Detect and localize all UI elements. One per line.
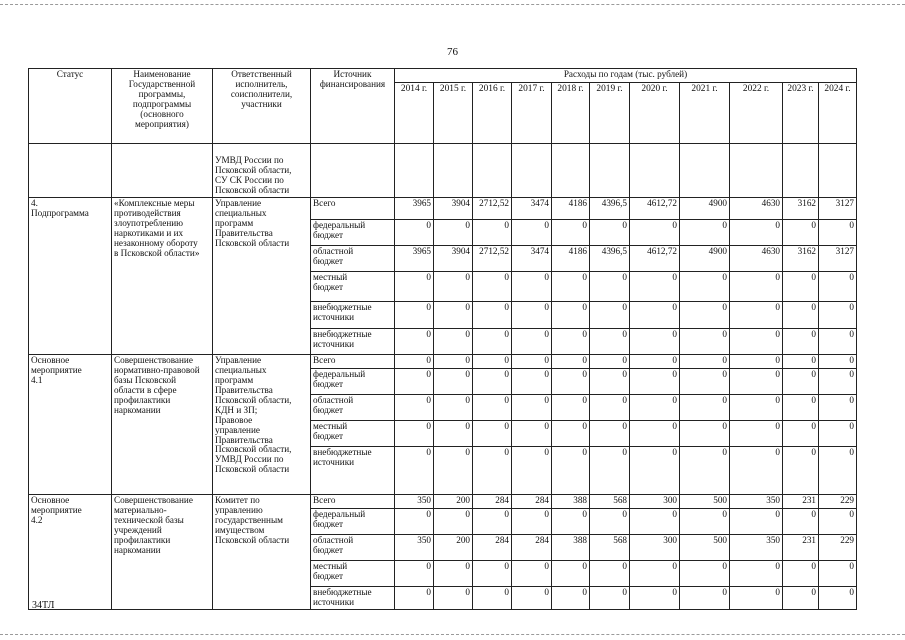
value-cell: 0 — [552, 421, 590, 447]
value-cell: 0 — [434, 509, 473, 535]
value-cell — [680, 144, 730, 198]
value-cell: 0 — [395, 272, 434, 302]
table-header — [29, 69, 857, 144]
value-cell: 0 — [783, 509, 819, 535]
value-cell: 0 — [680, 369, 730, 395]
header-year: 2020 г. — [630, 83, 680, 144]
value-cell: 3965 — [395, 246, 434, 272]
value-cell: 0 — [552, 509, 590, 535]
value-cell: 0 — [434, 355, 473, 369]
value-cell: 2712,52 — [473, 198, 512, 220]
value-cell: 0 — [680, 509, 730, 535]
value-cell: 231 — [783, 535, 819, 561]
value-cell: 0 — [819, 509, 857, 535]
value-cell: 0 — [590, 355, 630, 369]
value-cell: 0 — [395, 395, 434, 421]
value-cell: 0 — [630, 355, 680, 369]
value-cell: 0 — [395, 561, 434, 587]
value-cell: 0 — [680, 587, 730, 610]
value-cell: 3965 — [395, 198, 434, 220]
value-cell: 0 — [512, 587, 552, 610]
value-cell: 4900 — [680, 246, 730, 272]
value-cell: 0 — [630, 302, 680, 329]
value-cell: 0 — [680, 447, 730, 495]
table-row — [29, 495, 857, 509]
value-cell: 3474 — [512, 198, 552, 220]
value-cell — [630, 144, 680, 198]
value-cell: 0 — [512, 395, 552, 421]
value-cell: 0 — [630, 272, 680, 302]
value-cell: 0 — [473, 421, 512, 447]
value-cell: 0 — [512, 561, 552, 587]
scan-edge-top — [0, 4, 905, 5]
value-cell: 568 — [590, 495, 630, 509]
responsible-cell: УМВД России по Псковской области, СУ СК России по Псковской области — [213, 144, 311, 198]
value-cell: 4612,72 — [630, 246, 680, 272]
value-cell: 0 — [590, 369, 630, 395]
value-cell: 500 — [680, 535, 730, 561]
table-body — [29, 144, 857, 610]
status-cell: Основное мероприятие 4.1 — [29, 355, 112, 495]
value-cell: 350 — [730, 495, 783, 509]
value-cell: 0 — [783, 421, 819, 447]
value-cell: 284 — [473, 535, 512, 561]
value-cell — [783, 144, 819, 198]
value-cell: 0 — [783, 447, 819, 495]
value-cell: 0 — [473, 369, 512, 395]
value-cell: 0 — [395, 369, 434, 395]
value-cell: 0 — [512, 447, 552, 495]
value-cell: 2712,52 — [473, 246, 512, 272]
funding-source-cell: Всего — [311, 355, 395, 369]
value-cell: 0 — [473, 220, 512, 246]
value-cell: 229 — [819, 535, 857, 561]
value-cell: 0 — [680, 272, 730, 302]
value-cell: 0 — [730, 421, 783, 447]
funding-source-cell: областной бюджет — [311, 246, 395, 272]
value-cell: 0 — [473, 447, 512, 495]
value-cell: 4900 — [680, 198, 730, 220]
value-cell: 0 — [819, 220, 857, 246]
value-cell: 4612,72 — [630, 198, 680, 220]
value-cell: 0 — [590, 329, 630, 355]
value-cell: 0 — [783, 302, 819, 329]
value-cell — [552, 144, 590, 198]
value-cell: 388 — [552, 495, 590, 509]
value-cell: 0 — [590, 561, 630, 587]
value-cell: 0 — [434, 447, 473, 495]
value-cell: 0 — [590, 395, 630, 421]
value-cell: 0 — [630, 395, 680, 421]
funding-source-cell: внебюджетные источники — [311, 302, 395, 329]
value-cell: 0 — [730, 561, 783, 587]
program-name-cell — [112, 144, 213, 198]
value-cell: 0 — [783, 395, 819, 421]
value-cell: 0 — [395, 587, 434, 610]
value-cell: 0 — [630, 369, 680, 395]
value-cell: 0 — [395, 329, 434, 355]
value-cell: 284 — [512, 495, 552, 509]
header-year: 2019 г. — [590, 83, 630, 144]
value-cell: 3127 — [819, 198, 857, 220]
value-cell: 0 — [552, 369, 590, 395]
value-cell: 4186 — [552, 246, 590, 272]
value-cell: 0 — [473, 329, 512, 355]
value-cell: 0 — [680, 395, 730, 421]
value-cell: 0 — [434, 395, 473, 421]
value-cell: 0 — [819, 421, 857, 447]
funding-source-cell: внебюджетные источники — [311, 329, 395, 355]
value-cell: 0 — [630, 421, 680, 447]
value-cell: 0 — [630, 561, 680, 587]
value-cell: 3162 — [783, 198, 819, 220]
program-name-cell: Совершенствование нормативно-правовой базы Псковской области в сфере профилактики наркомании — [112, 355, 213, 495]
funding-source-cell: областной бюджет — [311, 395, 395, 421]
value-cell: 0 — [680, 355, 730, 369]
value-cell: 4396,5 — [590, 198, 630, 220]
value-cell: 300 — [630, 535, 680, 561]
value-cell: 0 — [473, 509, 512, 535]
value-cell: 0 — [680, 329, 730, 355]
header-year: 2016 г. — [473, 83, 512, 144]
value-cell: 3127 — [819, 246, 857, 272]
value-cell: 0 — [630, 447, 680, 495]
value-cell: 0 — [730, 509, 783, 535]
funding-source-cell: Всего — [311, 495, 395, 509]
funding-source-cell: местный бюджет — [311, 561, 395, 587]
value-cell: 0 — [630, 329, 680, 355]
value-cell: 0 — [395, 355, 434, 369]
value-cell: 0 — [434, 369, 473, 395]
header-year: 2015 г. — [434, 83, 473, 144]
value-cell: 0 — [783, 272, 819, 302]
value-cell: 0 — [512, 509, 552, 535]
value-cell: 0 — [395, 447, 434, 495]
value-cell: 0 — [552, 587, 590, 610]
value-cell: 0 — [434, 329, 473, 355]
header-year: 2018 г. — [552, 83, 590, 144]
value-cell: 0 — [395, 220, 434, 246]
value-cell: 0 — [552, 329, 590, 355]
value-cell: 0 — [473, 355, 512, 369]
value-cell: 0 — [512, 302, 552, 329]
status-cell: 4. Подпрограмма — [29, 198, 112, 355]
value-cell: 0 — [552, 302, 590, 329]
value-cell: 0 — [512, 421, 552, 447]
value-cell: 0 — [730, 272, 783, 302]
value-cell: 0 — [819, 561, 857, 587]
value-cell: 0 — [590, 509, 630, 535]
value-cell: 0 — [395, 509, 434, 535]
value-cell: 0 — [680, 220, 730, 246]
program-name-cell: «Комплексные меры противодействия злоупотреблению наркотиками и их незаконному обороту в Псковской области» — [112, 198, 213, 355]
value-cell — [730, 144, 783, 198]
funding-source-cell: Всего — [311, 198, 395, 220]
value-cell: 0 — [730, 355, 783, 369]
value-cell: 0 — [730, 395, 783, 421]
value-cell: 0 — [783, 369, 819, 395]
value-cell: 0 — [512, 329, 552, 355]
value-cell: 4396,5 — [590, 246, 630, 272]
document-code: 34ТЛ — [32, 600, 55, 611]
header-status: Статус — [29, 69, 112, 144]
header-year: 2022 г. — [730, 83, 783, 144]
funding-source-cell: внебюджетные источники — [311, 447, 395, 495]
value-cell: 0 — [590, 272, 630, 302]
value-cell: 0 — [552, 220, 590, 246]
value-cell: 0 — [730, 369, 783, 395]
value-cell: 4186 — [552, 198, 590, 220]
value-cell: 0 — [552, 561, 590, 587]
value-cell: 0 — [680, 302, 730, 329]
status-cell — [29, 144, 112, 198]
value-cell: 231 — [783, 495, 819, 509]
value-cell: 0 — [434, 220, 473, 246]
value-cell: 0 — [552, 395, 590, 421]
header-expenses-by-year: Расходы по годам (тыс. рублей) — [395, 69, 857, 83]
value-cell: 0 — [590, 447, 630, 495]
header-year: 2021 г. — [680, 83, 730, 144]
value-cell: 0 — [730, 587, 783, 610]
value-cell: 3474 — [512, 246, 552, 272]
value-cell: 0 — [434, 561, 473, 587]
value-cell: 0 — [590, 302, 630, 329]
value-cell: 3162 — [783, 246, 819, 272]
value-cell — [819, 144, 857, 198]
funding-source-cell: федеральный бюджет — [311, 369, 395, 395]
value-cell: 3904 — [434, 198, 473, 220]
value-cell: 388 — [552, 535, 590, 561]
header-year: 2024 г. — [819, 83, 857, 144]
funding-source-cell: федеральный бюджет — [311, 509, 395, 535]
value-cell: 350 — [395, 535, 434, 561]
value-cell: 350 — [395, 495, 434, 509]
value-cell: 0 — [512, 369, 552, 395]
value-cell: 0 — [783, 561, 819, 587]
header-year: 2014 г. — [395, 83, 434, 144]
value-cell: 0 — [590, 421, 630, 447]
value-cell: 284 — [512, 535, 552, 561]
value-cell: 3904 — [434, 246, 473, 272]
funding-source-cell: местный бюджет — [311, 421, 395, 447]
header-funding-source: Источник финансирования — [311, 69, 395, 144]
value-cell: 0 — [395, 421, 434, 447]
value-cell: 0 — [730, 220, 783, 246]
value-cell: 0 — [680, 561, 730, 587]
value-cell: 4630 — [730, 246, 783, 272]
value-cell: 0 — [552, 272, 590, 302]
value-cell: 0 — [783, 355, 819, 369]
value-cell: 0 — [512, 220, 552, 246]
value-cell: 0 — [590, 220, 630, 246]
funding-source-cell: внебюджетные источники — [311, 587, 395, 610]
value-cell: 0 — [819, 447, 857, 495]
value-cell — [434, 144, 473, 198]
funding-source-cell: областной бюджет — [311, 535, 395, 561]
header-year: 2023 г. — [783, 83, 819, 144]
value-cell: 568 — [590, 535, 630, 561]
value-cell: 0 — [819, 587, 857, 610]
page-number: 76 — [447, 46, 458, 58]
value-cell — [512, 144, 552, 198]
value-cell: 0 — [819, 395, 857, 421]
value-cell: 284 — [473, 495, 512, 509]
funding-source-cell: местный бюджет — [311, 272, 395, 302]
header-responsible: Ответственный исполнитель, соисполнители, участники — [213, 69, 311, 144]
funding-source-cell — [311, 144, 395, 198]
value-cell: 0 — [783, 329, 819, 355]
header-program-name: Наименование Государственной программы, подпрограммы (основного мероприятия) — [112, 69, 213, 144]
value-cell: 500 — [680, 495, 730, 509]
value-cell: 0 — [473, 587, 512, 610]
value-cell: 300 — [630, 495, 680, 509]
value-cell: 0 — [819, 272, 857, 302]
value-cell: 0 — [819, 329, 857, 355]
value-cell: 0 — [512, 272, 552, 302]
funding-source-cell: федеральный бюджет — [311, 220, 395, 246]
value-cell: 0 — [473, 302, 512, 329]
value-cell: 0 — [434, 587, 473, 610]
value-cell: 0 — [434, 302, 473, 329]
value-cell: 0 — [819, 369, 857, 395]
table-row — [29, 144, 857, 198]
value-cell: 0 — [473, 272, 512, 302]
status-cell: Основное мероприятие 4.2 — [29, 495, 112, 610]
value-cell: 0 — [434, 421, 473, 447]
program-name-cell: Совершенствование материально- технической базы учреждений профилактики наркомании — [112, 495, 213, 610]
value-cell: 0 — [590, 587, 630, 610]
value-cell: 4630 — [730, 198, 783, 220]
value-cell: 0 — [630, 587, 680, 610]
value-cell: 0 — [395, 302, 434, 329]
value-cell — [590, 144, 630, 198]
responsible-cell: Управление специальных программ Правительства Псковской области, КДН и ЗП; Правовое управление Правительства Псковской области, УМВД России по Псковской области — [213, 355, 311, 495]
responsible-cell: Комитет по управлению государственным имуществом Псковской области — [213, 495, 311, 610]
value-cell: 0 — [473, 561, 512, 587]
header-year: 2017 г. — [512, 83, 552, 144]
value-cell: 0 — [552, 355, 590, 369]
value-cell: 0 — [473, 395, 512, 421]
value-cell: 0 — [552, 447, 590, 495]
value-cell: 0 — [730, 329, 783, 355]
table-row — [29, 355, 857, 369]
value-cell: 0 — [434, 272, 473, 302]
value-cell: 350 — [730, 535, 783, 561]
value-cell: 200 — [434, 535, 473, 561]
value-cell: 200 — [434, 495, 473, 509]
value-cell: 0 — [630, 220, 680, 246]
value-cell — [395, 144, 434, 198]
value-cell: 0 — [730, 302, 783, 329]
value-cell: 0 — [680, 421, 730, 447]
budget-table — [28, 68, 857, 610]
value-cell: 0 — [819, 302, 857, 329]
responsible-cell: Управление специальных программ Правительства Псковской области — [213, 198, 311, 355]
value-cell — [473, 144, 512, 198]
value-cell: 0 — [819, 355, 857, 369]
value-cell: 0 — [783, 220, 819, 246]
value-cell: 0 — [512, 355, 552, 369]
value-cell: 0 — [783, 587, 819, 610]
scan-edge-bottom — [0, 634, 905, 635]
value-cell: 0 — [730, 447, 783, 495]
value-cell: 0 — [630, 509, 680, 535]
table-row — [29, 198, 857, 220]
value-cell: 229 — [819, 495, 857, 509]
